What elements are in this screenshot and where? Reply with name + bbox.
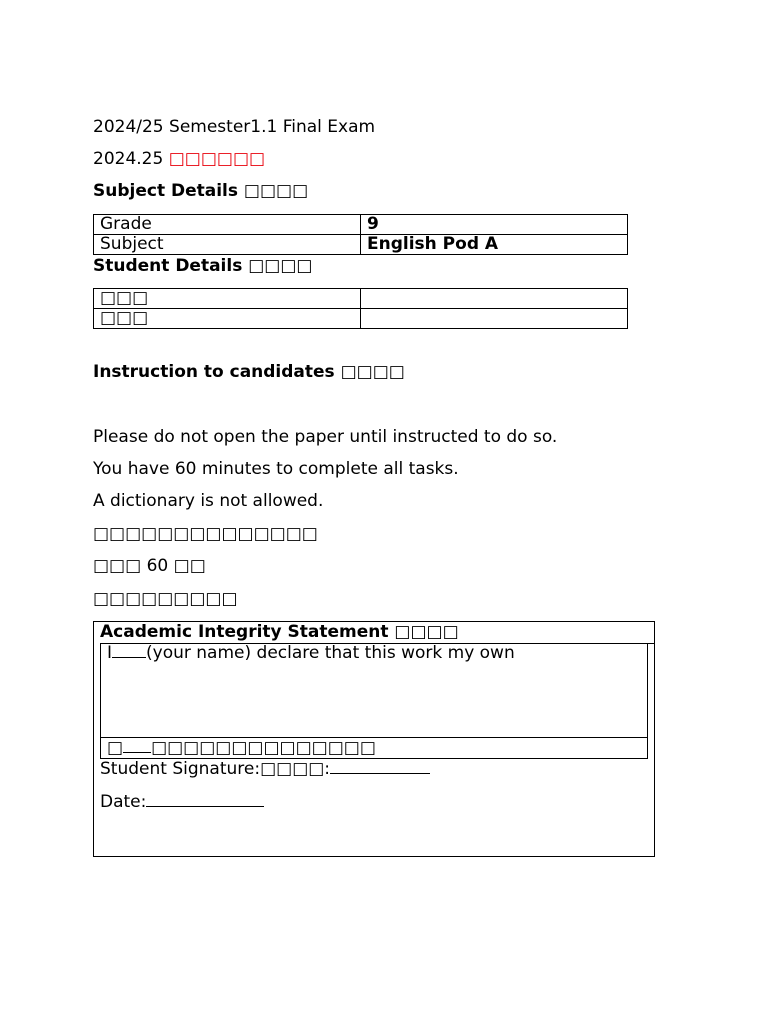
- subject-details-table: [93, 214, 628, 255]
- table-cell-value: English Pod A: [361, 235, 628, 255]
- instruction-line: □□□ 60 □□: [93, 556, 206, 576]
- integrity-title: Academic Integrity Statement □□□□: [100, 622, 654, 644]
- instruction-line: □□□□□□□□□□□□□□: [93, 524, 318, 544]
- table-row: [94, 289, 628, 309]
- declaration-cn-prefix: □: [107, 738, 124, 758]
- declaration-box: [100, 643, 648, 759]
- instruction-line: □□□□□□□□□: [93, 589, 238, 609]
- exam-date-line: [93, 149, 265, 169]
- instruction-line: You have 60 minutes to complete all tasks.: [93, 459, 459, 479]
- instruction-line: A dictionary is not allowed.: [93, 491, 324, 511]
- declaration-suffix: (your name) declare that this work my own: [146, 643, 515, 663]
- table-row: [94, 215, 628, 235]
- student-field-input[interactable]: [361, 289, 628, 309]
- student-details-table: [93, 288, 628, 329]
- instruction-line: Please do not open the paper until instructed to do so.: [93, 427, 558, 447]
- exam-date-code: 2024.25: [93, 149, 164, 169]
- instructions-heading: Instruction to candidates □□□□: [93, 362, 405, 382]
- exam-date-note: □□□□□□: [168, 149, 266, 169]
- subject-details-heading: Subject Details □□□□: [93, 181, 309, 201]
- table-cell-label: □□□: [94, 289, 361, 309]
- date-blank[interactable]: [146, 792, 264, 807]
- date-line: [100, 792, 264, 812]
- signature-line: [100, 759, 430, 779]
- signature-label: Student Signature:□□□□:: [100, 759, 331, 779]
- academic-integrity-box: [93, 621, 655, 857]
- declaration-prefix: I: [107, 643, 113, 663]
- table-cell-label: Grade: [94, 215, 361, 235]
- date-label: Date:: [100, 792, 147, 812]
- name-cn-blank[interactable]: [123, 738, 151, 753]
- table-row: [94, 309, 628, 329]
- signature-blank[interactable]: [330, 759, 430, 774]
- student-details-heading: Student Details □□□□: [93, 256, 313, 276]
- student-field-input[interactable]: [361, 309, 628, 329]
- table-cell-label: Subject: [94, 235, 361, 255]
- table-cell-label: □□□: [94, 309, 361, 329]
- declaration-cn-suffix: □□□□□□□□□□□□□□: [151, 738, 376, 758]
- declaration-line: [107, 643, 515, 663]
- table-cell-value: 9: [361, 215, 628, 235]
- declaration-cn-line: [101, 737, 647, 758]
- name-blank[interactable]: [112, 643, 146, 658]
- table-row: [94, 235, 628, 255]
- exam-title: 2024/25 Semester1.1 Final Exam: [93, 117, 376, 137]
